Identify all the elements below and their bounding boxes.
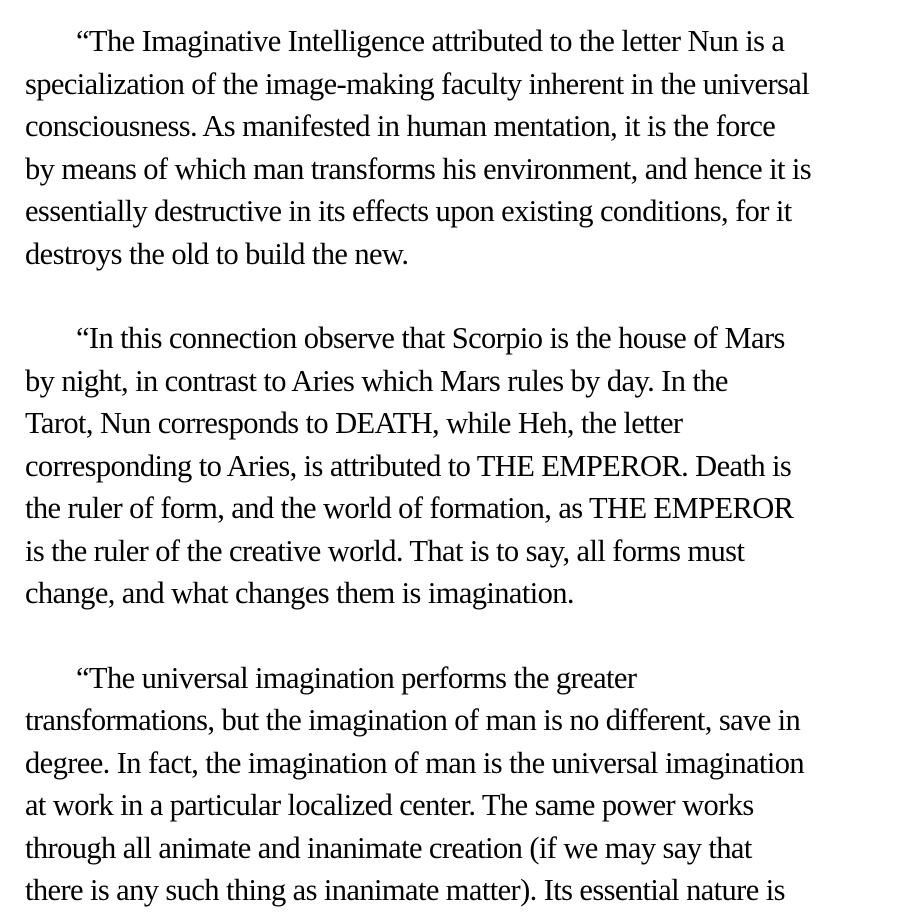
paragraph-3 bbox=[25, 657, 895, 912]
document-page bbox=[25, 20, 895, 912]
text-line: transformations, but the imagination of man is no different, save in bbox=[25, 703, 801, 737]
text-line: through all animate and inanimate creation (if we may say that bbox=[25, 830, 752, 865]
paragraph-spacer bbox=[25, 275, 895, 317]
text-line: “The universal imagination performs the greater bbox=[76, 660, 637, 695]
text-line: at work in a particular localized center. The same power works bbox=[25, 788, 754, 822]
text-line: destroys the old to build the new. bbox=[25, 236, 409, 271]
text-line: degree. In fact, the imagination of man is the universal imagination bbox=[25, 745, 805, 780]
text-line: Tarot, Nun corresponds to DEATH, while Heh, the letter bbox=[25, 406, 683, 440]
text-line: essentially destructive in its effects upon existing conditions, for it bbox=[25, 194, 792, 228]
text-line: consciousness. As manifested in human mentation, it is the force bbox=[25, 109, 776, 143]
text-line: specialization of the image-making faculty inherent in the universal bbox=[25, 66, 810, 101]
text-line: change, and what changes them is imagination. bbox=[25, 576, 574, 610]
paragraph-2 bbox=[25, 317, 895, 615]
text-line: there is any such thing as inanimate matter). Its essential nature is bbox=[25, 873, 785, 907]
paragraph-1 bbox=[25, 20, 895, 275]
text-line: corresponding to Aries, is attributed to THE EMPEROR. Death is bbox=[25, 448, 792, 483]
text-line: by night, in contrast to Aries which Mars rules by day. In the bbox=[25, 363, 728, 398]
text-line: “The Imaginative Intelligence attributed to the letter Nun is a bbox=[76, 24, 785, 58]
text-line: by means of which man transforms his environment, and hence it is bbox=[25, 151, 812, 186]
paragraph-spacer bbox=[25, 615, 895, 657]
text-line: is the ruler of the creative world. That is to say, all forms must bbox=[25, 533, 745, 568]
text-line: the ruler of form, and the world of formation, as THE EMPEROR bbox=[25, 491, 794, 525]
text-line: “In this connection observe that Scorpio is the house of Mars bbox=[76, 321, 785, 355]
